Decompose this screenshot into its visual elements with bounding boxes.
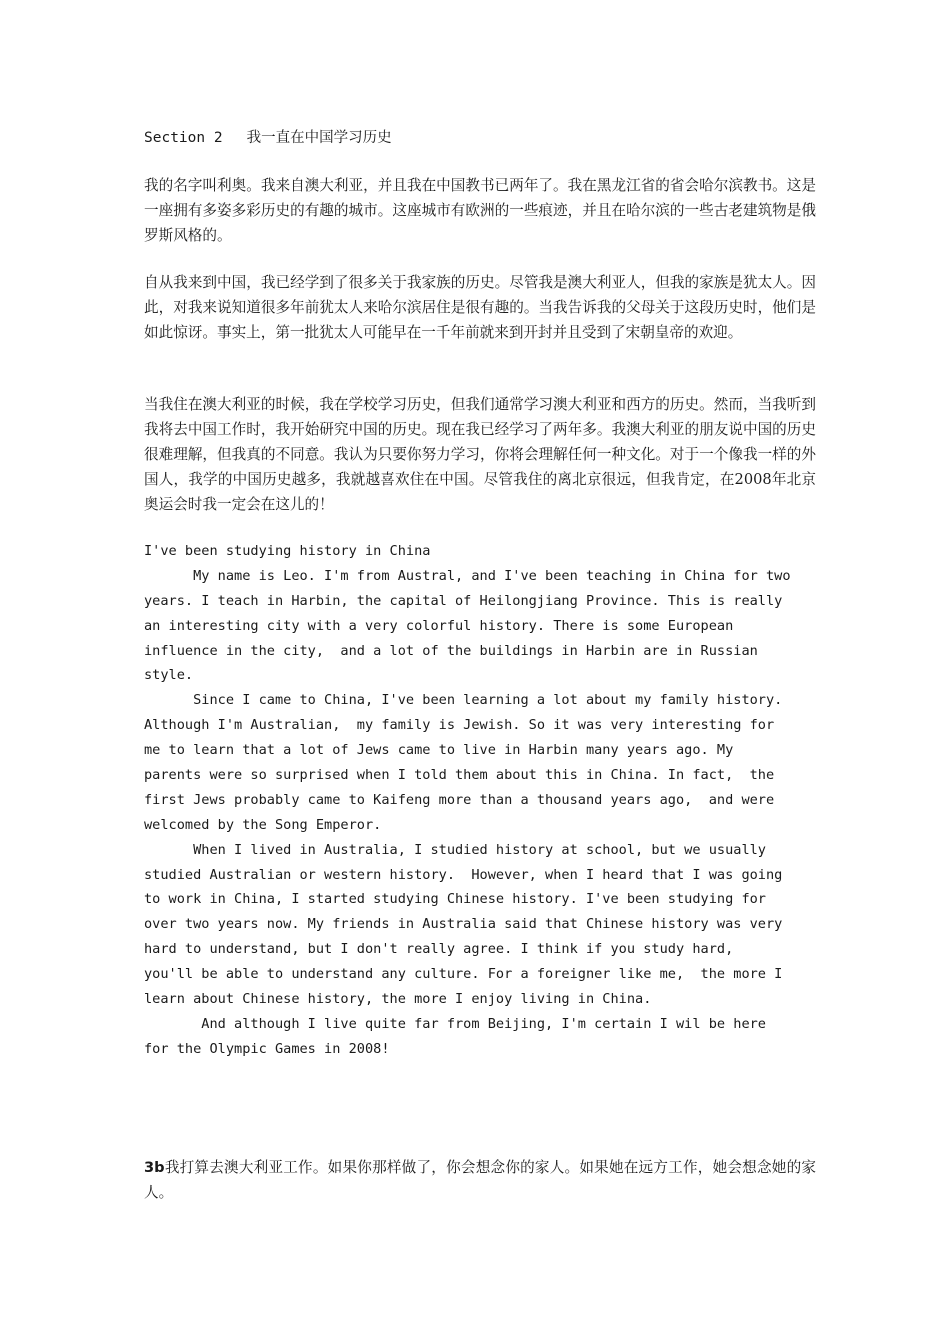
section-title [144,126,392,147]
english-line: an interesting city with a very colorful history. There is some European [144,617,734,634]
section-3b-label: 3b [144,1159,165,1176]
english-line: to work in China, I started studying Chinese history. I've been studying for [144,891,766,908]
english-line: My name is Leo. I'm from Austral, and I've been teaching in China for two [144,567,791,584]
english-line: parents were so surprised when I told them about this in China. In fact, the [144,767,775,784]
english-line: welcomed by the Song Emperor. [144,816,382,833]
chinese-paragraph: 当我住在澳大利亚的时候，我在学校学习历史，但我们通常学习澳大利亚和西方的历史。然而，当我听到我将去中国工作时，我开始研究中国的历史。现在我已经学习了两年多。我澳大利亚的朋友说中国的历史很难理解，但我真的不同意。我认为只要你努力学习，你将会理解任何一种文化。对于一个像我一样的外国人，我学的中国历史越多，我就越喜欢住在中国。尽管我住的离北京很远，但我肯定，在2008年北京奥运会时我一定会在这儿的！ [144,396,816,513]
chinese-paragraph: 自从我来到中国，我已经学到了很多关于我家族的历史。尽管我是澳大利亚人，但我的家族是犹太人。因此，对我来说知道很多年前犹太人来哈尔滨居住是很有趣的。当我告诉我的父母关于这段历史时，他们是如此惊讶。事实上，第一批犹太人可能早在一千年前就来到开封并且受到了宋朝皇帝的欢迎。 [144,274,816,341]
english-line: Although I'm Australian, my family is Jewish. So it was very interesting for [144,717,775,734]
english-line: And although I live quite far from Beijing, I'm certain I wil be here [144,1015,766,1032]
english-line: hard to understand, but I don't really agree. I think if you study hard, [144,941,734,958]
english-line: studied Australian or western history. However, when I heard that I was going [144,866,783,883]
english-passage-title: I've been studying history in China [144,543,431,559]
section-3b-text: 我打算去澳大利亚工作。如果你那样做了，你会想念你的家人。如果她在远方工作，她会想念她的家人。 [144,1159,816,1201]
english-line: When I lived in Australia, I studied history at school, but we usually [144,841,766,858]
english-line: first Jews probably came to Kaifeng more than a thousand years ago, and were [144,791,775,808]
chinese-paragraph: 我的名字叫利奥。我来自澳大利亚，并且我在中国教书已两年了。我在黑龙江省的省会哈尔滨教书。这是一座拥有多姿多彩历史的有趣的城市。这座城市有欧洲的一些痕迹，并且在哈尔滨的一些古老建筑物是俄罗斯风格的。 [144,177,816,244]
english-line: you'll be able to understand any culture. For a foreigner like me, the more I [144,966,783,983]
english-line: me to learn that a lot of Jews came to live in Harbin many years ago. My [144,742,734,759]
english-line: over two years now. My friends in Australia said that Chinese history was very [144,916,783,933]
section-3b-paragraph [144,1155,816,1205]
english-line: learn about Chinese history, the more I enjoy living in China. [144,991,652,1008]
english-line: for the Olympic Games in 2008! [144,1040,390,1057]
english-line: influence in the city, and a lot of the buildings in Harbin are in Russian [144,642,758,659]
english-passage [144,539,824,1062]
section-label: Section 2 [144,130,223,146]
english-line: years. I teach in Harbin, the capital of Heilongjiang Province. This is really [144,592,783,609]
english-line: style. [144,667,194,684]
english-line: Since I came to China, I've been learning a lot about my family history. [144,692,783,709]
section-title-chinese: 我一直在中国学习历史 [246,130,392,146]
